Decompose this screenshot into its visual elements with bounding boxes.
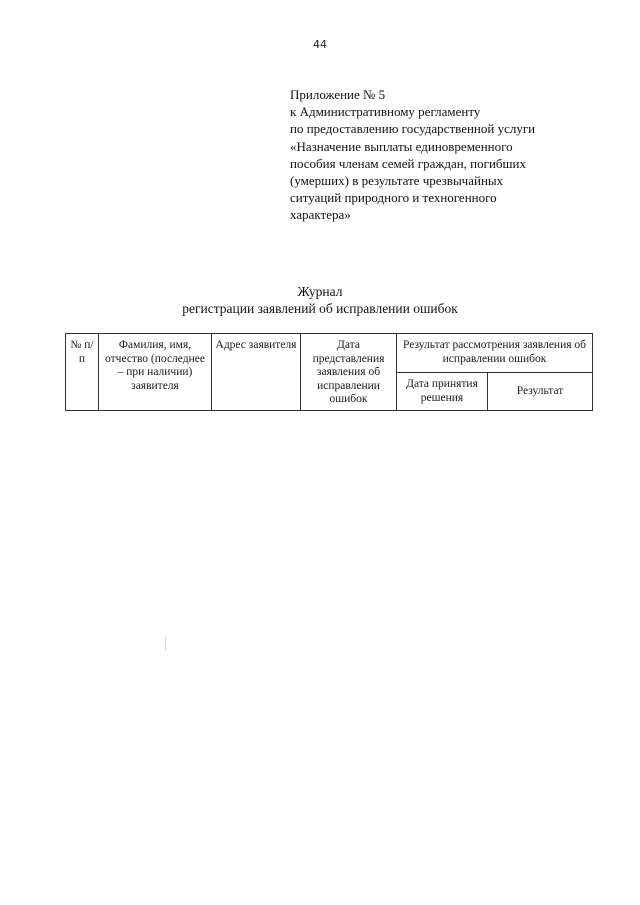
page-number: 44	[313, 38, 327, 51]
register-table	[65, 333, 593, 411]
appendix-line: по предоставлению государственной услуги	[290, 121, 536, 137]
journal-title: Журнал	[297, 284, 343, 299]
appendix-line: к Административному регламенту	[290, 104, 481, 120]
appendix-line: (умерших) в результате чрезвычайных	[290, 173, 504, 189]
header-submission-date: Дата представления заявления об исправлении ошибок	[301, 334, 397, 411]
journal-heading	[0, 283, 640, 317]
appendix-line: характера»	[290, 207, 351, 223]
appendix-line: «Назначение выплаты единовременного	[290, 138, 513, 154]
header-number: № п/п	[66, 334, 99, 411]
header-address: Адрес заявителя	[212, 334, 301, 411]
table-header-row	[66, 334, 593, 373]
journal-subtitle: регистрации заявлений об исправлении ошибок	[182, 301, 458, 316]
appendix-line: пособия членам семей граждан, погибших	[290, 155, 527, 171]
scan-artifact	[165, 636, 166, 650]
header-decision-date: Дата принятия решения	[397, 373, 488, 410]
header-full-name: Фамилия, имя, отчество (последнее – при наличии) заявителя	[99, 334, 212, 411]
header-review-group: Результат рассмотрения заявления об исправлении ошибок	[397, 334, 593, 373]
appendix-line: Приложение № 5	[290, 87, 386, 102]
header-result: Результат	[488, 373, 593, 410]
appendix-block	[290, 86, 620, 224]
appendix-line: ситуаций природного и техногенного	[290, 190, 497, 206]
